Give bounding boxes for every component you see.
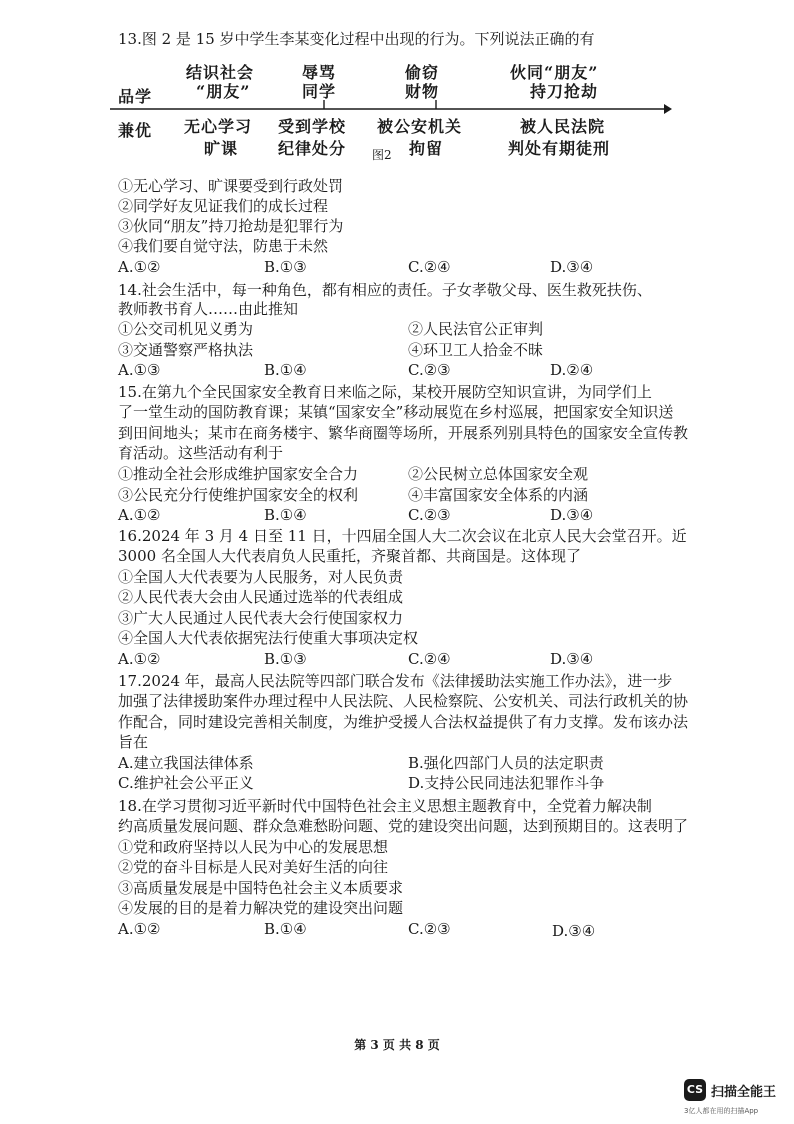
q18-statement: ④发展的目的是着力解决党的建设突出问题 (118, 899, 404, 917)
q18-option-d: D.③④ (552, 922, 596, 940)
event-below-3: 被公安机关 (377, 117, 463, 136)
q16-option-a: A.①② (118, 650, 161, 668)
q17-option-d: D.支持公民同违法犯罪作斗争 (408, 774, 605, 792)
q14-option-c: C.②③ (408, 361, 451, 379)
q16-statement: ③广大人民通过人民代表大会行使国家权力 (118, 609, 404, 627)
q17-option-a: A.建立我国法律体系 (118, 754, 254, 772)
event-above-2: 辱骂 (302, 63, 337, 82)
q15-option-a: A.①② (118, 506, 161, 524)
event-below-4b: 判处有期徒刑 (508, 139, 611, 158)
q17-stem: 旨在 (118, 733, 149, 751)
scanner-watermark (684, 1079, 794, 1119)
event-below-1b: 旷课 (204, 139, 239, 158)
q16-stem: 3000 名全国人大代表肩负人民重托，齐聚首都、共商国是。这体现了 (118, 547, 581, 565)
q15-option-d: D.③④ (550, 506, 594, 524)
event-above-3: 偷窃 (405, 63, 440, 82)
logo-name: 扫描全能王 (711, 1085, 777, 1100)
q16-statement: ④全国人大代表依据宪法行使重大事项决定权 (118, 629, 419, 647)
q16-option-c: C.②④ (408, 650, 451, 668)
q13-option-c: C.②④ (408, 258, 451, 276)
q13-statement: ②同学好友见证我们的成长过程 (118, 197, 329, 215)
q18-statement: ③高质量发展是中国特色社会主义本质要求 (118, 879, 404, 897)
q17-option-c: C.维护社会公平正义 (118, 774, 254, 792)
q15-option-b: B.①④ (264, 506, 307, 524)
q14-stem: 14.社会生活中，每一种角色，都有相应的责任。子女孝敬父母、医生救死扶伤、 (118, 281, 652, 299)
q17-stem: 作配合，同时建设完善相关制度，为维护受援人合法权益提供了有力支撑。发布该办法 (118, 713, 689, 731)
q15-stem: 15.在第九个全民国家安全教育日来临之际，某校开展防空知识宣讲，为同学们上 (118, 383, 652, 401)
q15-statement: ③公民充分行使维护国家安全的权利 (118, 486, 359, 504)
q16-stem: 16.2024 年 3 月 4 日至 11 日，十四届全国人大二次会议在北京人民大会堂召开。近 (118, 527, 687, 545)
q16-statement: ①全国人大代表要为人民服务，对人民负责 (118, 568, 404, 586)
page-number: 第 3 页 共 8 页 (354, 1038, 440, 1052)
event-below-3b: 拘留 (409, 139, 444, 158)
event-below-4: 被人民法院 (520, 117, 606, 136)
figure-caption: 图2 (372, 148, 392, 162)
q15-statement: ④丰富国家安全体系的内涵 (408, 486, 589, 504)
q13-statement: ③伙同“朋友”持刀抢劫是犯罪行为 (118, 217, 344, 235)
q18-statement: ②党的奋斗目标是人民对美好生活的向往 (118, 858, 389, 876)
q17-stem: 17.2024 年，最高人民法院等四部门联合发布《法律援助法实施工作办法》，进一步 (118, 672, 673, 690)
q14-statement: ④环卫工人拾金不昧 (408, 341, 544, 359)
event-above-1b: “朋友” (196, 82, 251, 101)
q18-statement: ①党和政府坚持以人民为中心的发展思想 (118, 838, 389, 856)
q18-option-a: A.①② (118, 920, 161, 938)
q16-option-b: B.①③ (264, 650, 307, 668)
q14-option-a: A.①③ (118, 361, 161, 379)
q13-stem: 13.图 2 是 15 岁中学生李某变化过程中出现的行为。下列说法正确的有 (118, 30, 595, 48)
q18-stem: 18.在学习贯彻习近平新时代中国特色社会主义思想主题教育中，全党着力解决制 (118, 797, 652, 815)
q14-stem: 教师教书育人……由此推知 (118, 300, 299, 318)
event-below-2: 受到学校 (278, 117, 347, 136)
q18-option-b: B.①④ (264, 920, 307, 938)
q17-option-b: B.强化四部门人员的法定职责 (408, 754, 604, 772)
event-above-4: 伙同“朋友” (510, 63, 599, 82)
event-above-2b: 同学 (302, 82, 337, 101)
q14-statement: ②人民法官公正审判 (408, 320, 544, 338)
event-above-4b: 持刀抢劫 (530, 82, 599, 101)
q14-option-b: B.①④ (264, 361, 307, 379)
q13-statement: ④我们要自觉守法，防患于未然 (118, 237, 329, 255)
q16-option-d: D.③④ (550, 650, 594, 668)
q14-statement: ③交通警察严格执法 (118, 341, 254, 359)
camscanner-icon: CS (684, 1079, 706, 1101)
q14-statement: ①公交司机见义勇为 (118, 320, 254, 338)
q18-option-c: C.②③ (408, 920, 451, 938)
event-above-1: 结识社会 (186, 63, 255, 82)
event-above-3b: 财物 (405, 82, 440, 101)
q14-option-d: D.②④ (550, 361, 594, 379)
timeline-start-bottom: 兼优 (118, 121, 153, 140)
event-below-2b: 纪律处分 (278, 139, 347, 158)
timeline-start-top: 品学 (118, 87, 153, 106)
q13-option-a: A.①② (118, 258, 161, 276)
q15-statement: ①推动全社会形成维护国家安全合力 (118, 465, 359, 483)
q13-statement: ①无心学习、旷课要受到行政处罚 (118, 177, 344, 195)
q17-stem: 加强了法律援助案件办理过程中人民法院、人民检察院、公安机关、司法行政机关的协 (118, 692, 689, 710)
event-below-1: 无心学习 (184, 117, 253, 136)
q13-option-d: D.③④ (550, 258, 594, 276)
q15-stem: 育活动。这些活动有利于 (118, 444, 284, 462)
q13-option-b: B.①③ (264, 258, 307, 276)
q15-stem: 到田间地头；某市在商务楼宇、繁华商圈等场所，开展系列别具特色的国家安全宣传教 (118, 424, 689, 442)
q15-statement: ②公民树立总体国家安全观 (408, 465, 589, 483)
q15-option-c: C.②③ (408, 506, 451, 524)
q18-stem: 约高质量发展问题、群众急难愁盼问题、党的建设突出问题，达到预期目的。这表明了 (118, 817, 689, 835)
logo-tagline: 3亿人都在用的扫描App (684, 1107, 759, 1115)
q16-statement: ②人民代表大会由人民通过选举的代表组成 (118, 588, 404, 606)
q15-stem: 了一堂生动的国防教育课；某镇“国家安全”移动展览在乡村巡展，把国家安全知识送 (118, 403, 674, 421)
